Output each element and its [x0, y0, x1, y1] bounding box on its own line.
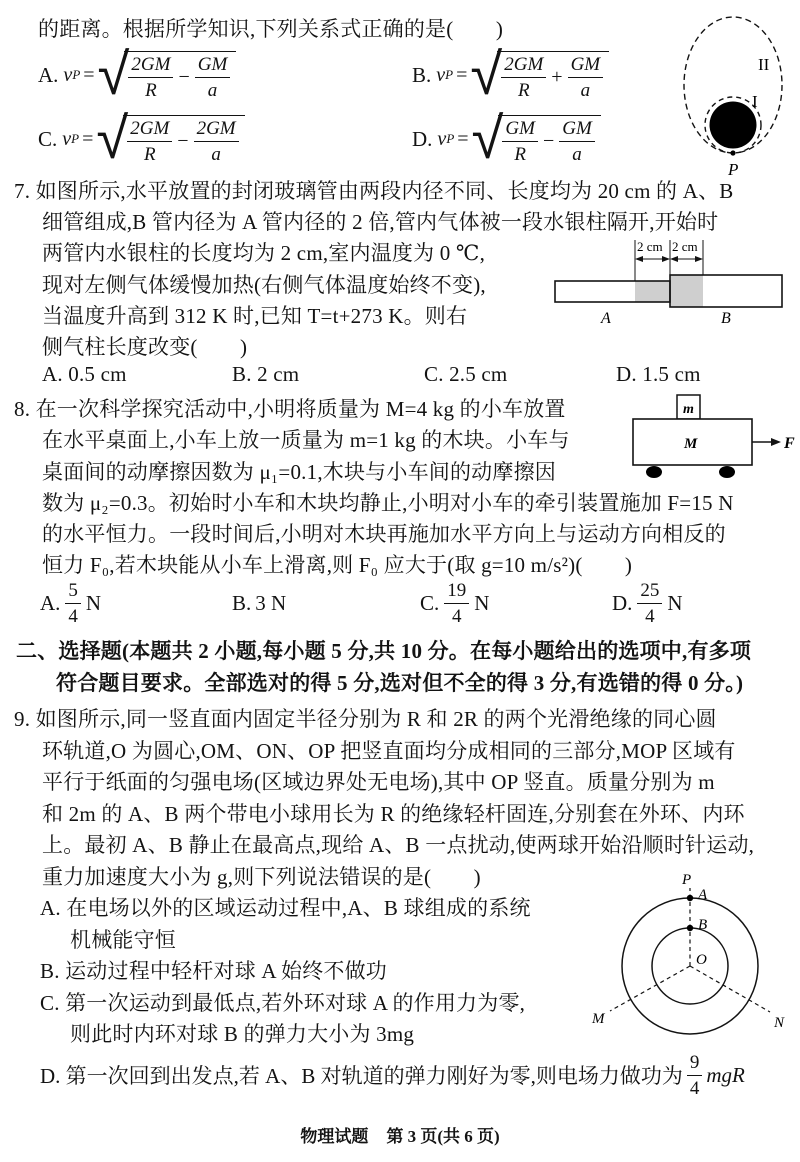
q7-option-c: C. 2.5 cm: [424, 362, 508, 386]
unit: N: [474, 590, 490, 615]
operator: −: [542, 129, 555, 152]
arrow-right-icon: [662, 256, 670, 262]
perigee-label: P: [728, 160, 739, 179]
equals-sign: =: [456, 63, 468, 86]
q7-line: 7. 如图所示,水平放置的封闭玻璃管由两段内径不同、长度均为 20 cm 的 A、B: [14, 179, 734, 203]
section2-header-line: 二、选择题(本题共 2 小题,每小题 5 分,共 10 分。在每小题给出的选项中,有多项: [16, 639, 752, 663]
option-label: D.: [612, 590, 633, 615]
orbit-i-label: I: [752, 92, 758, 111]
orbit-ii-label: II: [758, 55, 770, 74]
mercury-thick-segment: [670, 275, 703, 307]
fraction: $\frac{2GM}{R}$: [501, 55, 546, 100]
velocity-subscript: P: [71, 131, 80, 146]
label-o: O: [696, 952, 707, 968]
q9-line: 环轨道,O 为圆心,OM、ON、OP 把竖直面均分成相同的三部分,MOP 区域有: [42, 739, 736, 763]
fraction: $\frac{GM}{R}$: [502, 119, 538, 164]
q8-option-c: [420, 580, 489, 626]
q7-option-a: A. 0.5 cm: [42, 362, 127, 386]
q6-option-d: [412, 104, 601, 172]
option-label: A.: [40, 590, 61, 615]
velocity-symbol: v: [63, 63, 73, 86]
fraction: $\frac{9}{4}$: [687, 1053, 703, 1098]
q8-line: 数为 μ₂=0.3。初始时小车和木块均静止,小明对小车的牵引装置施加 F=15 N: [42, 491, 734, 515]
section2-header-line: 符合题目要求。全部选对的得 5 分,选对但不全的得 3 分,有选错的得 0 分。): [56, 671, 744, 695]
velocity-symbol: v: [436, 63, 446, 86]
q6-option-a: [38, 40, 236, 108]
q9-option-d: [40, 1052, 745, 1098]
equals-sign: =: [83, 63, 95, 86]
fraction: $\frac{GM}{a}$: [568, 55, 604, 100]
radical-icon: √: [470, 40, 503, 108]
fraction: $\frac{2GM}{R}$: [127, 119, 172, 164]
force-label: F: [784, 435, 795, 452]
ball-a-point: [687, 895, 693, 901]
q6-stem: 的距离。根据所学知识,下列关系式正确的是( ): [38, 17, 504, 41]
rings-diagram: [588, 872, 798, 1042]
q8-line: 8. 在一次科学探究活动中,小明将质量为 M=4 kg 的小车放置: [14, 397, 566, 421]
option-label: B.: [412, 62, 432, 87]
q9-option-a-line: 机械能守恒: [70, 928, 176, 952]
orbit-diagram: [668, 8, 800, 180]
q7-line: 细管组成,B 管内径为 A 管内径的 2 倍,管内气体被一段水银柱隔开,开始时: [42, 210, 719, 234]
q9-option-b: B. 运动过程中轻杆对球 A 始终不做功: [40, 959, 388, 983]
q9-line: 平行于纸面的匀强电场(区域边界处无电场),其中 OP 竖直。质量分别为 m: [42, 770, 715, 794]
q9-line: 和 2m 的 A、B 两个带电小球用长为 R 的绝缘轻杆固连,分别套在外环、内环: [42, 802, 745, 826]
q7-line: 两管内水银柱的长度均为 2 cm,室内温度为 0 ℃,: [42, 241, 486, 265]
label-n: N: [774, 1015, 785, 1031]
dim-left-label: 2 cm: [637, 239, 663, 254]
radical-icon: √: [96, 104, 129, 172]
operator: −: [178, 65, 190, 88]
page-footer: [0, 1122, 800, 1147]
q8-line: 的水平恒力。一段时间后,小明对木块再施加水平方向上与运动方向相反的: [42, 522, 726, 546]
option-label: A.: [38, 62, 59, 87]
q8-line: 在水平桌面上,小车上放一质量为 m=1 kg 的木块。小车与: [42, 428, 570, 452]
option-label: C.: [420, 590, 440, 615]
square-root: [96, 104, 244, 172]
option-label: B.: [232, 590, 252, 615]
q8-line: 恒力 F₀,若木块能从小车上滑离,则 F₀ 应大于(取 g=10 m/s²)( ): [42, 553, 633, 577]
label-a: A: [698, 887, 708, 903]
arrow-right-icon: [695, 256, 703, 262]
arrow-right-icon: [771, 438, 781, 446]
radical-icon: √: [471, 104, 504, 172]
q9-line: 9. 如图所示,同一竖直面内固定半径分别为 R 和 2R 的两个光滑绝缘的同心圆: [14, 707, 717, 731]
operator: −: [177, 129, 189, 152]
square-root: [97, 40, 237, 108]
footer-doc-title: 物理试题: [300, 1127, 369, 1146]
label-m: M: [592, 1011, 605, 1027]
q9-option-c-line: 则此时内环对球 B 的弹力大小为 3mg: [70, 1022, 415, 1046]
perigee-point: [730, 150, 735, 155]
equals-sign: =: [82, 127, 94, 150]
q7-line: 当温度升高到 312 K 时,已知 T=t+273 K。则右: [42, 304, 468, 328]
velocity-subscript: P: [72, 67, 81, 82]
fraction: $\frac{25}{4}$: [637, 581, 662, 626]
dim-right-label: 2 cm: [672, 239, 698, 254]
cart-diagram: [628, 392, 800, 484]
fraction: $\frac{2GM}{R}$: [128, 55, 173, 100]
velocity-subscript: P: [445, 67, 454, 82]
tube-b-label: B: [721, 310, 731, 327]
arrow-left-icon: [670, 256, 678, 262]
velocity-symbol: v: [437, 127, 447, 150]
fraction: $\frac{2GM}{a}$: [194, 119, 239, 164]
cart-m-label: M: [684, 436, 698, 452]
ball-b-point: [687, 925, 693, 931]
square-root: [471, 104, 601, 172]
option-d-mgr: mgR: [706, 1062, 745, 1087]
mercury-thin-segment: [635, 281, 670, 302]
q9-option-c-line: C. 第一次运动到最低点,若外环对球 A 的作用力为零,: [40, 991, 526, 1015]
footer-page-number: 第 3 页(共 6 页): [386, 1127, 500, 1146]
velocity-subscript: P: [446, 131, 455, 146]
radical-icon: √: [97, 40, 130, 108]
tube-a-label: A: [601, 310, 611, 327]
planet: [710, 102, 757, 149]
q8-line: 桌面间的动摩擦因数为 μ₁=0.1,木块与小车间的动摩擦因: [42, 460, 556, 484]
block-m-label: m: [683, 402, 694, 417]
q8-option-d: [612, 580, 683, 626]
unit: N: [85, 590, 102, 615]
q9-line: 重力加速度大小为 g,则下列说法错误的是( ): [42, 865, 481, 889]
q6-option-c: [38, 104, 245, 172]
square-root: [470, 40, 609, 108]
velocity-symbol: v: [62, 127, 72, 150]
q7-option-b: B. 2 cm: [232, 362, 300, 386]
option-text: 3 N: [255, 590, 287, 615]
arrow-left-icon: [635, 256, 643, 262]
fraction: $\frac{5}{4}$: [65, 581, 81, 626]
option-label: C.: [38, 126, 58, 151]
wheel: [719, 466, 735, 478]
q7-option-d: D. 1.5 cm: [616, 362, 701, 386]
wheel: [646, 466, 662, 478]
label-p: P: [682, 872, 692, 888]
glass-tube-diagram: [548, 232, 796, 328]
unit: N: [667, 590, 683, 615]
q9-option-a-line: A. 在电场以外的区域运动过程中,A、B 球组成的系统: [40, 896, 531, 920]
q7-line: 现对左侧气体缓慢加热(右侧气体温度始终不变),: [42, 273, 486, 297]
q7-line: 侧气柱长度改变( ): [42, 335, 248, 359]
label-b: B: [698, 917, 708, 933]
equals-sign: =: [457, 127, 469, 150]
operator: +: [551, 65, 563, 88]
q8-option-b: [232, 580, 286, 626]
q8-option-a: [40, 580, 101, 626]
q6-option-b: [412, 40, 609, 108]
fraction: $\frac{GM}{a}$: [195, 55, 231, 100]
fraction: $\frac{GM}{a}$: [559, 119, 595, 164]
option-label: D.: [412, 126, 433, 151]
option-d-text: D. 第一次回到出发点,若 A、B 对轨道的弹力刚好为零,则电场力做功为: [40, 1064, 683, 1088]
fraction: $\frac{19}{4}$: [444, 581, 469, 626]
q9-line: 上。最初 A、B 静止在最高点,现给 A、B 一点扰动,使两球开始沿顺时针运动,: [42, 833, 755, 857]
